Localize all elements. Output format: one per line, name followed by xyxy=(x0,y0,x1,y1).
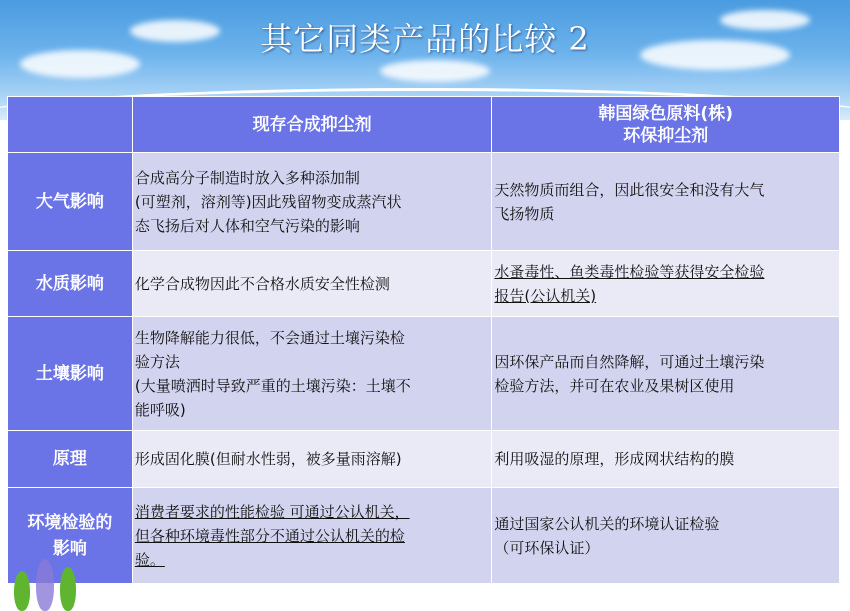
green-cell: 因环保产品而自然降解，可通过土壤污染 检验方法，并可在农业及果树区使用 xyxy=(492,317,840,431)
header-existing: 现存合成抑尘剂 xyxy=(132,97,492,153)
header-row xyxy=(8,97,840,153)
table-row xyxy=(8,251,840,317)
row-label: 土壤影响 xyxy=(8,317,133,431)
header-green xyxy=(492,97,840,153)
header-green-line1: 韩国绿色原料(株) xyxy=(598,103,733,124)
green-cell: 利用吸湿的原理，形成网状结构的膜 xyxy=(492,431,840,488)
row-label: 大气影响 xyxy=(8,153,133,251)
existing-cell: 生物降解能力很低，不会通过土壤污染检 验方法 (大量喷洒时导致严重的土壤污染：土壤不 能呼吸) xyxy=(132,317,492,431)
plant-decoration-icon xyxy=(10,545,90,611)
header-green-line2: 环保抑尘剂 xyxy=(623,125,709,146)
slide-title: 其它同类产品的比较 2 xyxy=(260,20,590,58)
existing-cell: 消费者要求的性能检验 可通过公认机关， 但各种环境毒性部分不通过公认机关的检 验。 xyxy=(132,488,492,584)
existing-cell: 形成固化膜(但耐水性弱，被多量雨溶解) xyxy=(132,431,492,488)
row-label: 原理 xyxy=(8,431,133,488)
row-label: 环境检验的 影响 xyxy=(8,488,133,584)
existing-cell: 化学合成物因此不合格水质安全性检测 xyxy=(132,251,492,317)
corner-cell xyxy=(8,97,133,153)
table-row xyxy=(8,488,840,584)
existing-cell: 合成高分子制造时放入多种添加制 (可塑剂，溶剂等)因此残留物变成蒸汽状 态飞扬后对人体和空气污染的影响 xyxy=(132,153,492,251)
row-label: 水质影响 xyxy=(8,251,133,317)
green-cell: 通过国家公认机关的环境认证检验 （可环保认证） xyxy=(492,488,840,584)
green-cell: 天然物质而组合，因此很安全和没有大气 飞扬物质 xyxy=(492,153,840,251)
table-row xyxy=(8,317,840,431)
table-row xyxy=(8,153,840,251)
table-row xyxy=(8,431,840,488)
green-cell: 水蚤毒性、鱼类毒性检验等获得安全检验 报告(公认机关) xyxy=(492,251,840,317)
comparison-table xyxy=(7,96,840,584)
